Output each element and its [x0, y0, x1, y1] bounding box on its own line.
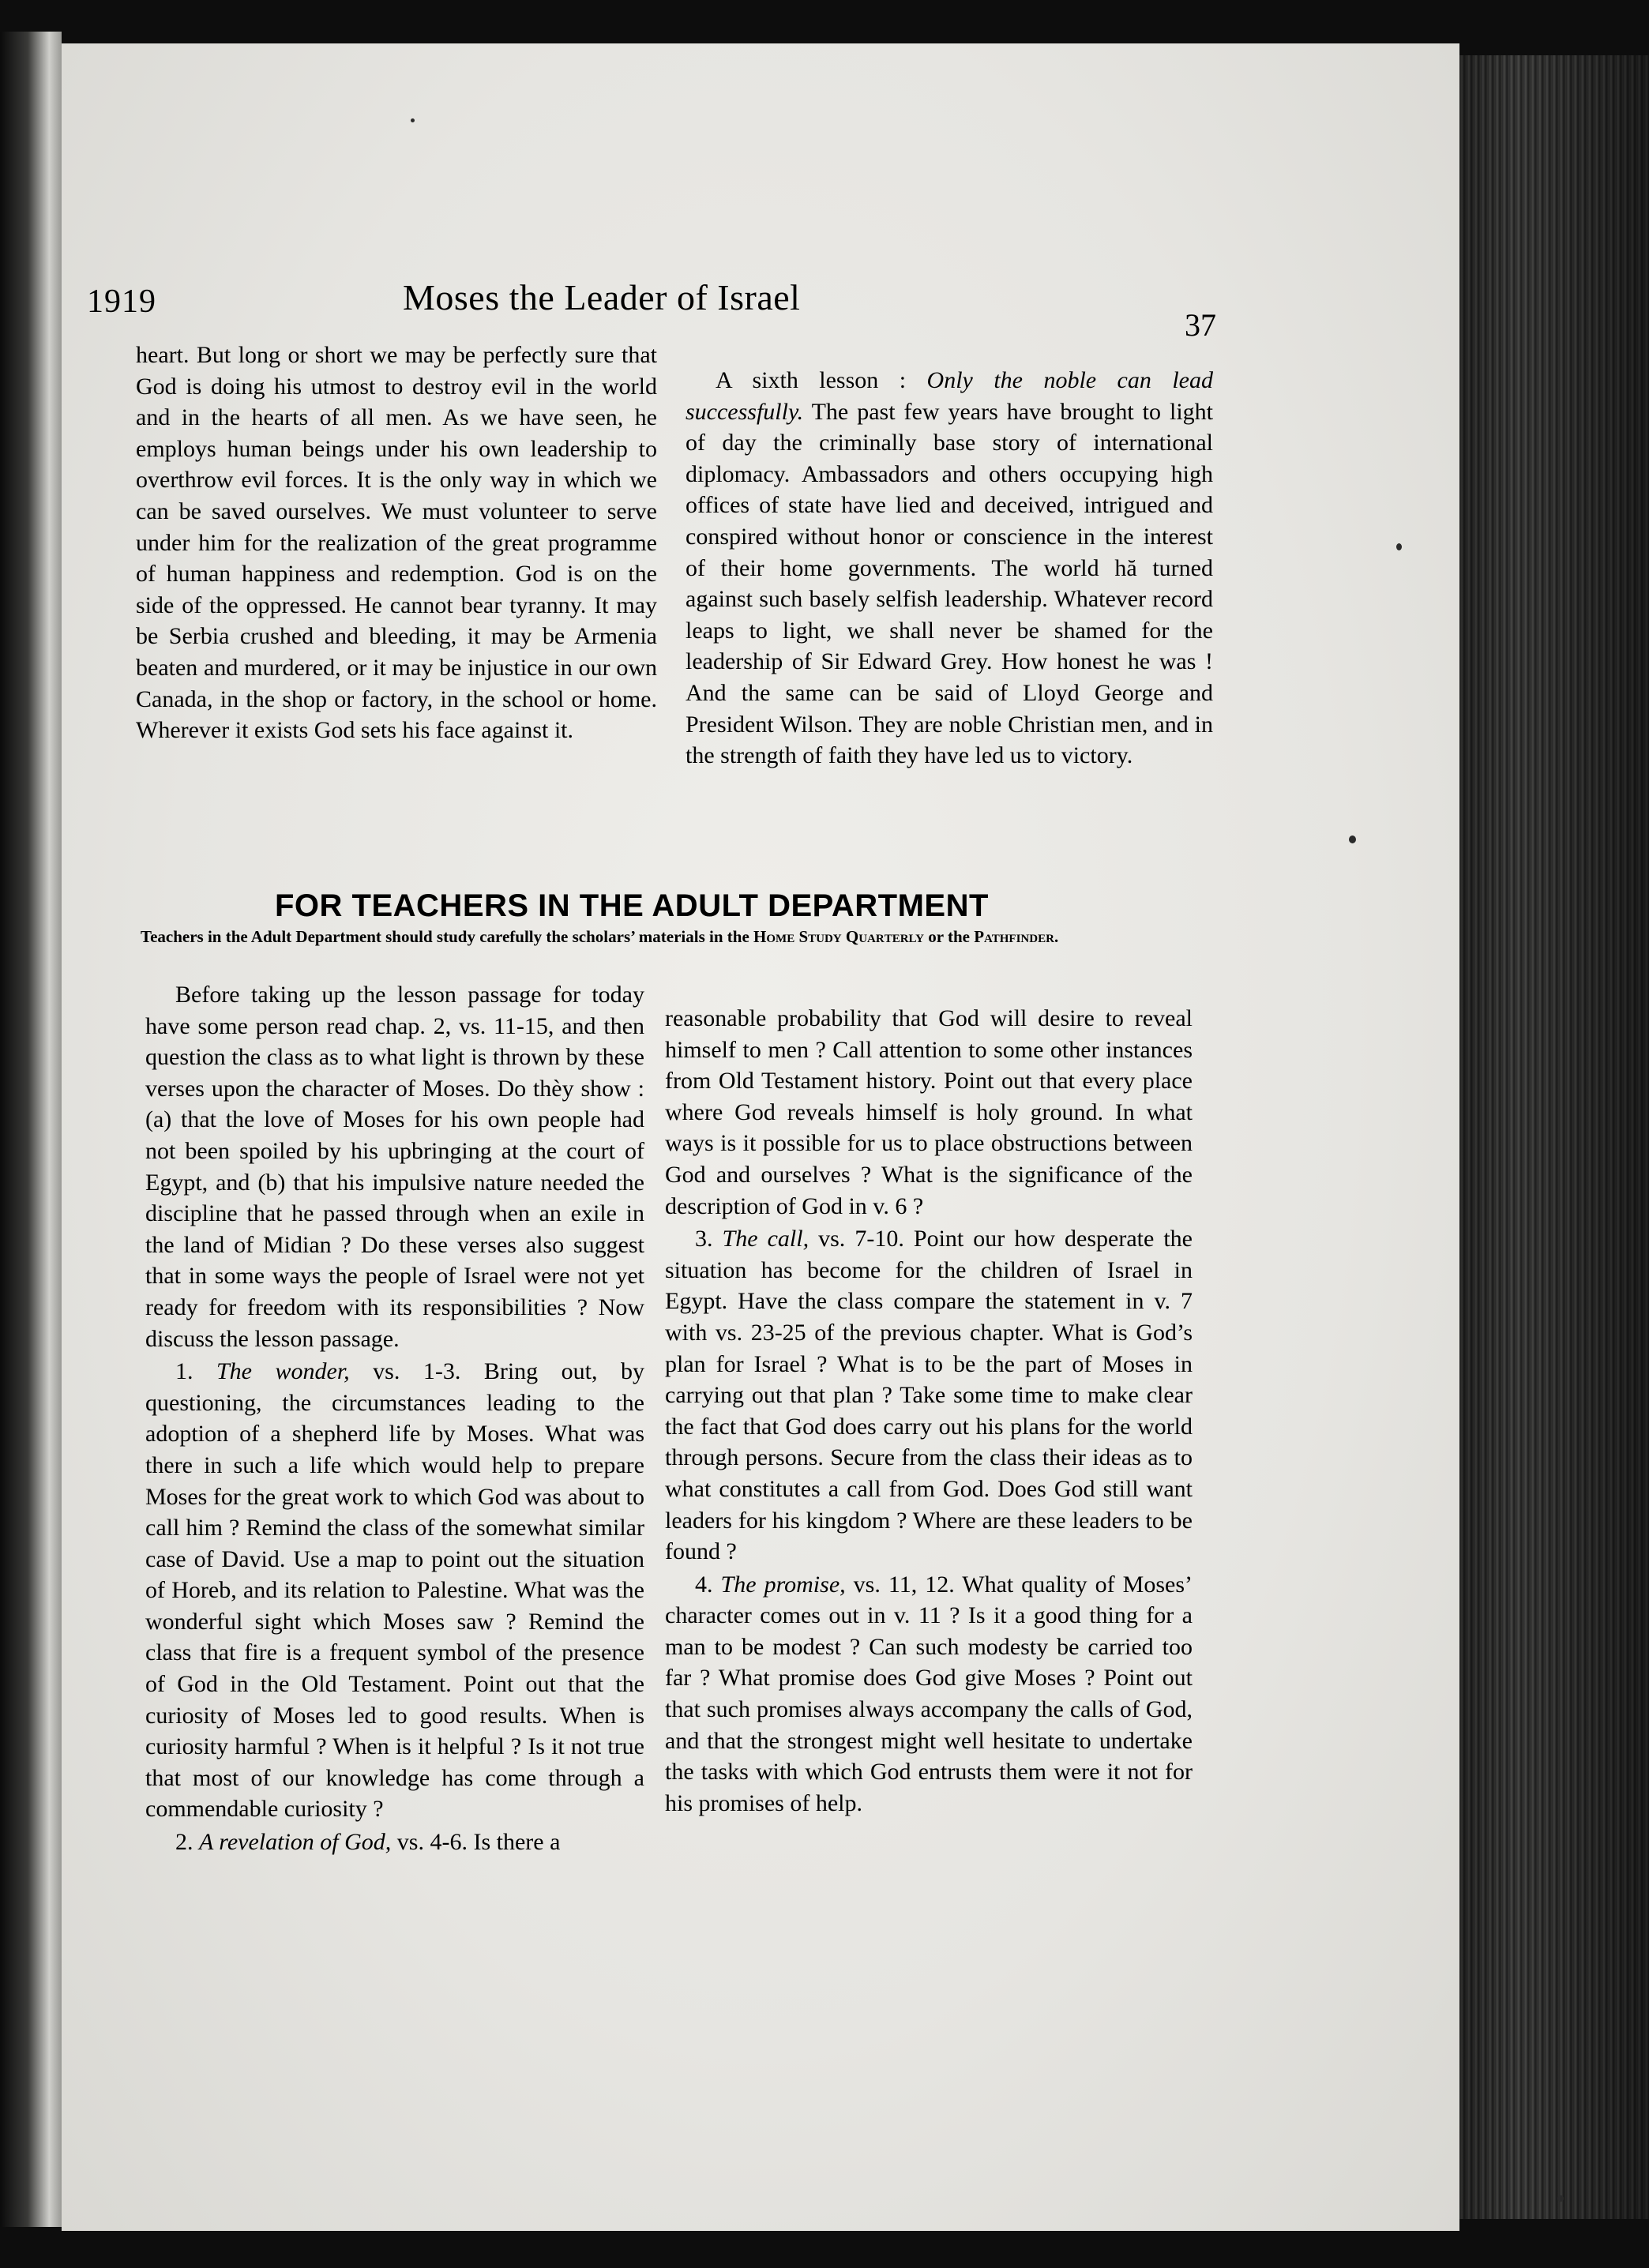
column-4 — [665, 1003, 1193, 1819]
running-header — [87, 237, 1216, 343]
section-note-end: . — [1054, 927, 1059, 946]
section-heading: FOR TEACHERS IN THE ADULT DEPARTMENT — [275, 888, 989, 923]
column-1-paragraph: heart. But long or short we may be perfectly sure that God is doing his utmost to destroy evil in the world and in the hearts of all men. As we have seen, he employs human beings under his own leadership to overthrow evil forces. It is the only way in which we can be saved ourselves. We must volunteer to serve under him for the realization of the great programme of human happiness and redemption. God is on the side of the oppressed. He cannot bear tyranny. It may be Serbia crushed and bleeding, it may be Armenia beaten and murdered, or it may be injustice in our own Canada, in the shop or factory, in the school or home. Wherever it exists God sets his face against it. — [136, 342, 657, 744]
sixth-lesson-emphasis: Only the noble can lead successfully. — [686, 367, 1213, 425]
ink-speck — [1557, 2195, 1564, 2202]
left-page-edge — [0, 32, 62, 2227]
spine-shadow — [1459, 55, 1649, 2219]
point-4-paragraph — [665, 1569, 1193, 1819]
ink-speck — [1349, 835, 1356, 843]
point-2-continuation: reasonable probability that God will desire to reveal himself to men ? Call attention to some other instances from Old Testament history. Point out that every place where God reveals himself is holy ground. In what ways is it possible for us to place obstructions between God and ourselves ? What is the significance of the description of God in v. 6 ? — [665, 1005, 1193, 1219]
section-note-mid: or the — [924, 927, 975, 946]
column-3 — [145, 979, 644, 1858]
point-2-paragraph — [145, 1827, 644, 1858]
point-4-text: vs. 11, 12. What quality of Moses’ character comes out in v. 11 ? Is it a good thing for a man to be modest ? Can such modesty be carried too far ? What promise does God give Moses ? Point out that such promises always accompany the calls of God, and that the strongest might well hesitate to undertake the tasks with which God entrusts them were it not for his promises of help. — [665, 1571, 1193, 1816]
point-2-text: vs. 4-6. Is there a — [391, 1829, 561, 1856]
point-4-title: The promise, — [720, 1571, 846, 1598]
point-3-title: The call, — [722, 1226, 809, 1252]
point-1-number: 1. — [175, 1358, 216, 1385]
point-1-paragraph — [145, 1356, 644, 1825]
point-3-text: vs. 7-10. Point our how desperate the situation has become for the children of Israel in Egypt. Have the class compare the statement in v. 7 with vs. 23-25 of the previous chapter. What is God’s plan for Israel ? What is to be the part of Moses in carrying out that plan ? Take some time to make clear the fact that God does carry out his plans for the world through persons. Secure from the class their ideas as to what constitutes a call from God. Does God still want leaders for his kingdom ? Where are these leaders to be found ? — [665, 1226, 1193, 1565]
sixth-lesson-paragraph — [686, 365, 1213, 772]
header-title: Moses the Leader of Israel — [403, 277, 801, 317]
point-2-title: A revelation of God, — [199, 1829, 392, 1856]
point-2-number: 2. — [175, 1829, 199, 1856]
point-3-number: 3. — [695, 1226, 723, 1252]
sixth-lesson-lead: A sixth lesson : — [716, 367, 927, 393]
point-3-paragraph — [665, 1223, 1193, 1568]
teachers-intro-paragraph: Before taking up the lesson passage for today have some person read chap. 2, vs. 11-15, and then question the class as to what light is thrown by these verses upon the character of Moses. Do thèy show : (a) that the love of Moses for his own people had not been spoiled by his upbringing at the court of Egypt, and (b) that his impulsive nature needed the discipline that he passed through when an exile in the land of Midian ? Do these verses also suggest that in some ways the people of Israel were not yet ready for freedom with its responsibilities ? Now discuss the lesson passage. — [145, 982, 644, 1352]
section-note-start: Teachers in the Adult Department should study carefully the scholars’ materials in the — [141, 927, 754, 946]
column-1 — [136, 340, 657, 746]
sixth-lesson-text: The past few years have brought to light of day the criminally base story of international diplomacy. Ambassadors and others occupying high offices of state have lied and deceived, intrigued and conspired without honor or conscience in the interest of their home governments. The world hă turned against such basely selfish leadership. Whatever record leaps to light, we shall never be shamed for the leadership of Sir Edward Grey. How honest he was ! And the same can be said of Lloyd George and President Wilson. They are noble Christian men, and in the strength of faith they have led us to victory. — [686, 398, 1213, 769]
ink-speck — [411, 118, 415, 122]
section-note-pathfinder: Pathfinder — [974, 927, 1054, 946]
page-number: 37 — [1185, 307, 1216, 343]
point-1-title: The wonder, — [216, 1358, 350, 1385]
header-year: 1919 — [87, 284, 156, 320]
section-note — [141, 928, 1199, 946]
section-note-quarterly: Home Study Quarterly — [753, 927, 925, 946]
column-2 — [686, 365, 1213, 772]
point-1-text: vs. 1-3. Bring out, by questioning, the circumstances leading to the adoption of a shepherd life by Moses. What was there in such a life which would help to prepare Moses for the great work to which God was about to call him ? Remind the class of the somewhat similar case of David. Use a map to point out the situation of Horeb, and its relation to Palestine. What was the wonderful sight which Moses saw ? Remind the class that fire is a frequent symbol of the presence of God in the Old Testament. Point out that the curiosity of Moses led to good results. When is curiosity harmful ? When is it helpful ? Is it not true that most of our knowledge has come through a commendable curiosity ? — [145, 1358, 644, 1823]
ink-speck — [1396, 543, 1402, 550]
point-4-number: 4. — [695, 1571, 721, 1598]
